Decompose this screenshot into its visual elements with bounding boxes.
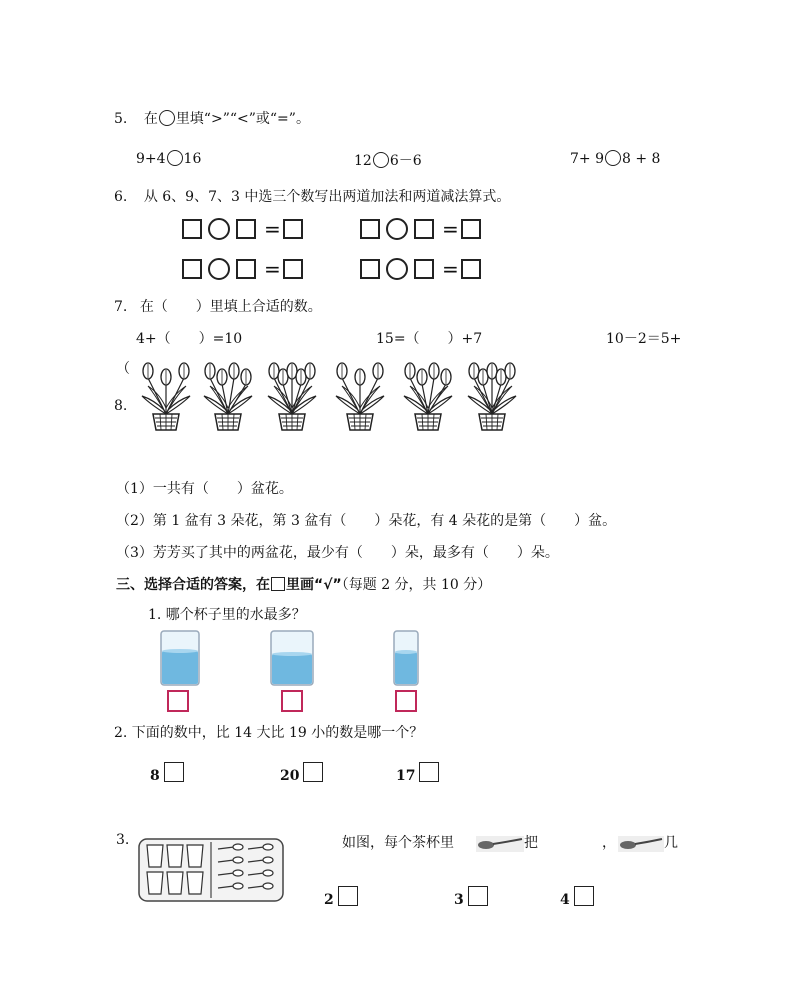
flower-pot-image bbox=[330, 356, 390, 432]
option-checkbox[interactable] bbox=[468, 886, 488, 906]
operator-circle-input[interactable] bbox=[208, 258, 230, 280]
cup-3-image bbox=[393, 630, 419, 686]
q5-item-3 bbox=[570, 150, 660, 167]
q7-overflow: （ bbox=[116, 361, 130, 377]
q5-item-2-left: 12 bbox=[354, 153, 372, 169]
q5-item-2-right: 6－6 bbox=[389, 153, 422, 169]
option-label: 20 bbox=[280, 768, 300, 784]
number-box-input[interactable] bbox=[360, 219, 380, 239]
section-3-title-post: 里画“√” bbox=[286, 577, 342, 593]
number-box-input[interactable] bbox=[360, 259, 380, 279]
number-box-input[interactable] bbox=[414, 219, 434, 239]
q5-item-2 bbox=[354, 150, 422, 170]
s3q3-text bbox=[342, 832, 454, 852]
option-label: 4 bbox=[560, 892, 570, 908]
flower-pot-image bbox=[136, 356, 196, 432]
number-box-input[interactable] bbox=[414, 259, 434, 279]
option-label: 8 bbox=[150, 768, 160, 784]
equation-template bbox=[182, 218, 309, 240]
operator-circle-input[interactable] bbox=[386, 218, 408, 240]
number-box-input[interactable] bbox=[236, 219, 256, 239]
number-box-input[interactable] bbox=[182, 259, 202, 279]
s3q3-option-1 bbox=[324, 886, 358, 908]
cup-2-answer-box[interactable] bbox=[281, 690, 303, 712]
cups-and-spoons-image bbox=[138, 838, 284, 902]
flower-pot-image bbox=[262, 356, 322, 432]
glass-icon bbox=[147, 845, 163, 867]
equation-template bbox=[360, 258, 487, 280]
q7-item-1: 4+（ ）=10 bbox=[136, 331, 243, 347]
result-box-input[interactable] bbox=[283, 219, 303, 239]
compare-circle-input[interactable] bbox=[605, 150, 621, 166]
q5-item-1 bbox=[136, 150, 201, 167]
q6-number: 6. bbox=[114, 189, 128, 205]
operator-circle-input[interactable] bbox=[386, 258, 408, 280]
glass-icon bbox=[187, 845, 203, 867]
q5-prompt-post: 里填“>”“<”或“=”。 bbox=[175, 111, 310, 127]
equals-sign: = bbox=[264, 217, 281, 241]
glass-icon bbox=[147, 872, 163, 894]
option-checkbox[interactable] bbox=[338, 886, 358, 906]
s3q3-text-3: ， bbox=[602, 835, 616, 851]
option-label: 3 bbox=[454, 892, 464, 908]
equation-template bbox=[360, 218, 487, 240]
flower-pot-row bbox=[136, 356, 536, 432]
section-3-title-pre: 三、选择合适的答案，在 bbox=[116, 577, 270, 593]
option-label: 17 bbox=[396, 768, 416, 784]
circle-icon bbox=[159, 110, 175, 126]
q7-prompt-text: 在（ ）里填上合适的数。 bbox=[139, 299, 322, 315]
cup-1-answer-box[interactable] bbox=[167, 690, 189, 712]
s3q3-text-1: 如图，每个茶杯里 bbox=[342, 835, 454, 851]
q6-prompt-text: 从 6、9、7、3 中选三个数写出两道加法和两道减法算式。 bbox=[143, 189, 511, 205]
result-box-input[interactable] bbox=[283, 259, 303, 279]
spoon-icon bbox=[618, 836, 664, 852]
q7-number: 7. bbox=[114, 299, 128, 315]
glass-icon bbox=[167, 845, 183, 867]
q5-item-3-right: 8 + 8 bbox=[622, 151, 661, 167]
number-box-input[interactable] bbox=[182, 219, 202, 239]
flower-pot-image bbox=[198, 356, 258, 432]
s3q1-prompt: 1. 哪个杯子里的水最多？ bbox=[148, 607, 306, 623]
spoon-icon bbox=[476, 836, 524, 852]
number-box-input[interactable] bbox=[236, 259, 256, 279]
option-checkbox[interactable] bbox=[574, 886, 594, 906]
cup-1-image bbox=[160, 630, 200, 686]
q5-prompt-pre: 在 bbox=[143, 111, 158, 127]
equation-template bbox=[182, 258, 309, 280]
s3q3-text-2: 把 bbox=[524, 835, 538, 851]
section-3-note: （每题 2 分，共 10 分） bbox=[341, 577, 492, 593]
q7-item-2: 15=（ ）+7 bbox=[376, 331, 483, 347]
flower-pot-image bbox=[462, 356, 522, 432]
flower-pot-image bbox=[398, 356, 458, 432]
s3q2-option-2 bbox=[280, 762, 323, 784]
result-box-input[interactable] bbox=[461, 219, 481, 239]
option-label: 2 bbox=[324, 892, 334, 908]
s3q2-prompt: 2. 下面的数中，比 14 大比 19 小的数是哪一个？ bbox=[114, 725, 424, 741]
cup-3-answer-box[interactable] bbox=[395, 690, 417, 712]
s3q3-text-4: 几 bbox=[664, 835, 678, 851]
cup-2-image bbox=[270, 630, 314, 686]
compare-circle-input[interactable] bbox=[373, 152, 389, 168]
section-3-title bbox=[116, 574, 491, 594]
glass-icon bbox=[187, 872, 203, 894]
q8-number: 8. bbox=[114, 398, 128, 414]
q7-item-3: 10－2＝5+ bbox=[606, 331, 682, 347]
q8-sub2: （2）第 1 盆有 3 朵花，第 3 盆有（ ）朵花，有 4 朵花的是第（ ）盆。 bbox=[116, 513, 617, 529]
q6-prompt bbox=[114, 186, 510, 206]
s3q3-option-2 bbox=[454, 886, 488, 908]
q7-prompt bbox=[114, 296, 322, 316]
glass-icon bbox=[167, 872, 183, 894]
option-checkbox[interactable] bbox=[164, 762, 184, 782]
operator-circle-input[interactable] bbox=[208, 218, 230, 240]
q5-item-1-left: 9+4 bbox=[136, 151, 166, 167]
result-box-input[interactable] bbox=[461, 259, 481, 279]
s3q2-option-1 bbox=[150, 762, 184, 784]
q5-item-3-left: 7+ 9 bbox=[570, 151, 604, 167]
q8-sub3: （3）芳芳买了其中的两盆花，最少有（ ）朵，最多有（ ）朵。 bbox=[116, 545, 559, 561]
q5-prompt bbox=[114, 108, 310, 128]
q5-number: 5. bbox=[114, 111, 128, 127]
equals-sign: = bbox=[442, 217, 459, 241]
s3q3-number: 3. bbox=[116, 832, 130, 848]
s3q3-option-3 bbox=[560, 886, 594, 908]
q8-sub1: （1）一共有（ ）盆花。 bbox=[116, 481, 293, 497]
checkbox-icon bbox=[271, 577, 285, 591]
q5-item-1-right: 16 bbox=[183, 151, 202, 167]
equals-sign: = bbox=[442, 257, 459, 281]
compare-circle-input[interactable] bbox=[167, 150, 183, 166]
equals-sign: = bbox=[264, 257, 281, 281]
s3q2-option-3 bbox=[396, 762, 439, 784]
option-checkbox[interactable] bbox=[303, 762, 323, 782]
option-checkbox[interactable] bbox=[419, 762, 439, 782]
